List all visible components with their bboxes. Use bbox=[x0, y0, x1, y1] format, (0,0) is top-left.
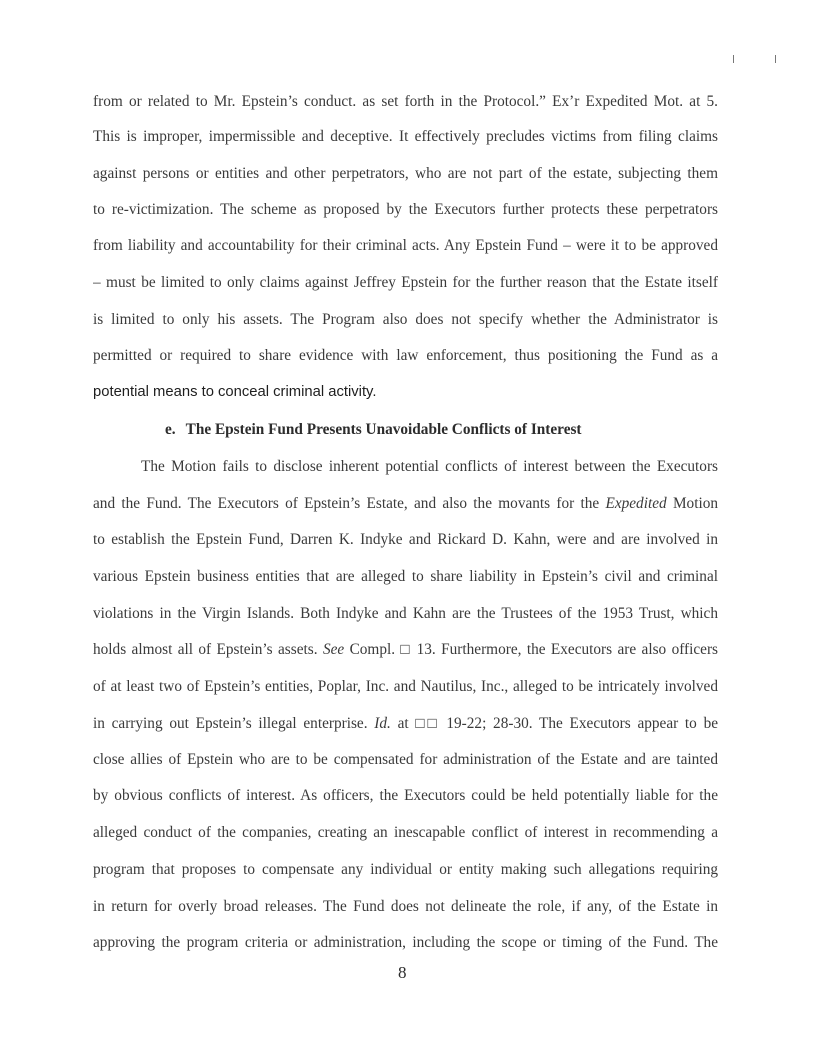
body-line: holds almost all of Epstein’s assets. See Compl. □ 13. Furthermore, the Executors are also officers bbox=[93, 641, 718, 658]
body-line: – must be limited to only claims against Jeffrey Epstein for the further reason that the Estate itself bbox=[93, 274, 718, 291]
body-line: The Motion fails to disclose inherent potential conflicts of interest between the Executors bbox=[141, 458, 718, 475]
body-line: of at least two of Epstein’s entities, Poplar, Inc. and Nautilus, Inc., alleged to be intricately involved bbox=[93, 678, 718, 695]
body-line: against persons or entities and other perpetrators, who are not part of the estate, subjecting them bbox=[93, 165, 718, 182]
body-line: violations in the Virgin Islands. Both Indyke and Kahn are the Trustees of the 1953 Trust, which bbox=[93, 605, 718, 622]
page-number: 8 bbox=[398, 963, 407, 982]
body-line: in carrying out Epstein’s illegal enterprise. Id. at □□ 19-22; 28-30. The Executors appear to be bbox=[93, 715, 718, 732]
body-line: permitted or required to share evidence with law enforcement, thus positioning the Fund as a bbox=[93, 347, 718, 364]
body-line: is limited to only his assets. The Program also does not specify whether the Administrator is bbox=[93, 311, 718, 328]
body-line: approving the program criteria or administration, including the scope or timing of the Fund. The bbox=[93, 934, 718, 951]
body-line: program that proposes to compensate any individual or entity making such allegations requiring bbox=[93, 861, 718, 878]
section-letter: e. bbox=[165, 421, 176, 438]
body-line: in return for overly broad releases. The Fund does not delineate the role, if any, of the Estate in bbox=[93, 898, 718, 915]
scan-mark bbox=[775, 55, 776, 63]
section-heading bbox=[165, 420, 582, 440]
body-line: to re-victimization. The scheme as proposed by the Executors further protects these perpetrators bbox=[93, 201, 718, 218]
body-line: and the Fund. The Executors of Epstein’s Estate, and also the movants for the Expedited Motion bbox=[93, 495, 718, 512]
body-line: to establish the Epstein Fund, Darren K. Indyke and Rickard D. Kahn, were and are involved in bbox=[93, 531, 718, 548]
body-line: alleged conduct of the companies, creating an inescapable conflict of interest in recommending a bbox=[93, 824, 718, 841]
body-line: by obvious conflicts of interest. As officers, the Executors could be held potentially liable for the bbox=[93, 787, 718, 804]
body-line: from or related to Mr. Epstein’s conduct. as set forth in the Protocol.” Ex’r Expedited Mot. at 5. bbox=[93, 93, 718, 110]
body-line: various Epstein business entities that are alleged to share liability in Epstein’s civil and criminal bbox=[93, 568, 718, 585]
section-title: The Epstein Fund Presents Unavoidable Conflicts of Interest bbox=[185, 421, 582, 438]
scan-mark bbox=[733, 55, 734, 63]
body-line: This is improper, impermissible and deceptive. It effectively precludes victims from filing claims bbox=[93, 128, 718, 145]
body-line: potential means to conceal criminal activity. bbox=[93, 384, 377, 400]
body-line: close allies of Epstein who are to be compensated for administration of the Estate and are tainted bbox=[93, 751, 718, 768]
body-line: from liability and accountability for their criminal acts. Any Epstein Fund – were it to be approved bbox=[93, 237, 718, 254]
